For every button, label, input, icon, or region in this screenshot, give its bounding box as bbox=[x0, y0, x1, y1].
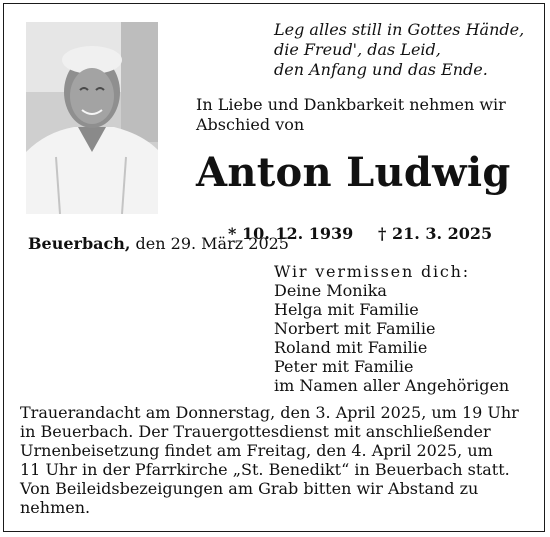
deceased-name: Anton Ludwig bbox=[196, 149, 511, 196]
quote-line: Leg alles still in Gottes Hände, bbox=[274, 20, 525, 39]
service-line: nehmen. bbox=[20, 498, 91, 517]
farewell-intro bbox=[196, 95, 536, 135]
mourner-entry: Norbert mit Familie bbox=[274, 319, 436, 338]
mourner-entry: im Namen aller Angehörigen bbox=[274, 376, 510, 395]
birth-date: * 10. 12. 1939 bbox=[228, 224, 354, 243]
service-information bbox=[20, 403, 540, 517]
portrait-photo bbox=[26, 22, 158, 214]
mourner-entry: Helga mit Familie bbox=[274, 300, 419, 319]
service-line: in Beuerbach. Der Trauergottesdienst mit anschließender bbox=[20, 422, 491, 441]
intro-line: Abschied von bbox=[196, 115, 305, 134]
mourners-heading: Wir vermissen dich: bbox=[274, 262, 470, 281]
notice-date: den 29. März 2025 bbox=[130, 234, 289, 253]
mourner-entry: Peter mit Familie bbox=[274, 357, 414, 376]
service-line: Trauerandacht am Donnerstag, den 3. April 2025, um 19 Uhr bbox=[20, 403, 519, 422]
quote-line: die Freud', das Leid, bbox=[274, 40, 441, 59]
mourner-entry: Roland mit Familie bbox=[274, 338, 428, 357]
service-line: Urnenbeisetzung findet am Freitag, den 4. April 2025, um bbox=[20, 441, 493, 460]
place-and-date bbox=[28, 234, 289, 253]
intro-line: In Liebe und Dankbarkeit nehmen wir bbox=[196, 95, 506, 114]
service-line: 11 Uhr in der Pfarrkirche „St. Benedikt“ in Beuerbach statt. bbox=[20, 460, 510, 479]
mourner-entry: Deine Monika bbox=[274, 281, 387, 300]
mourners-list bbox=[274, 262, 544, 395]
service-line: Von Beileidsbezeigungen am Grab bitten wir Abstand zu bbox=[20, 479, 479, 498]
quote-line: den Anfang und das Ende. bbox=[274, 60, 488, 79]
place-name: Beuerbach, bbox=[28, 234, 131, 253]
death-date: † 21. 3. 2025 bbox=[378, 224, 493, 243]
memorial-quote bbox=[274, 20, 534, 80]
